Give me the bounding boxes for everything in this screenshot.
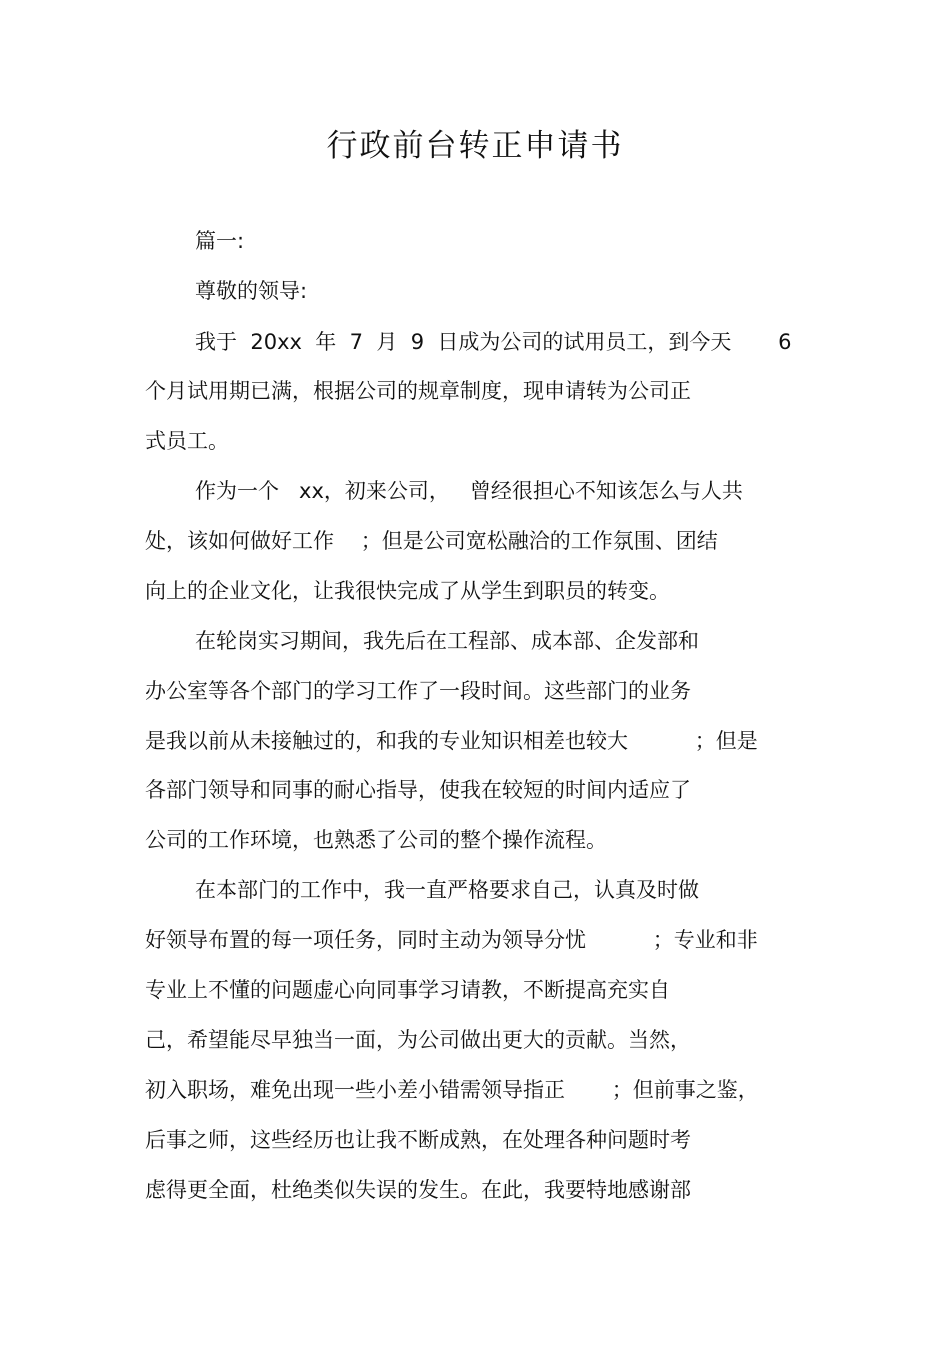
paragraph-line: 个月试用期已满，根据公司的规章制度，现申请转为公司正 — [145, 379, 691, 403]
salutation: 尊敬的领导: — [195, 279, 308, 303]
paragraph-line: 专业上不懂的问题虚心向同事学习请教，不断提高充实自 — [145, 978, 670, 1002]
paragraph-line: 我于 20xx 年 7 月 9 日成为公司的试用员工，到今天 6 — [195, 330, 792, 354]
paragraph-line: 虑得更全面，杜绝类似失误的发生。在此，我要特地感谢部 — [145, 1178, 691, 1202]
paragraph-line: 己，希望能尽早独当一面，为公司做出更大的贡献。当然， — [145, 1028, 691, 1052]
paragraph-line: 向上的企业文化，让我很快完成了从学生到职员的转变。 — [145, 579, 670, 603]
paragraph-line: 作为一个 xx，初来公司， 曾经很担心不知该怎么与人共 — [195, 479, 743, 503]
paragraph-line: 后事之师，这些经历也让我不断成熟，在处理各种问题时考 — [145, 1128, 691, 1152]
section-heading: 篇一: — [195, 229, 245, 253]
paragraph-line: 式员工。 — [145, 429, 229, 453]
paragraph-line: 好领导布置的每一项任务，同时主动为领导分忧 ；专业和非 — [145, 928, 758, 952]
paragraph-line: 在轮岗实习期间，我先后在工程部、成本部、企发部和 — [195, 629, 699, 653]
paragraph-line: 公司的工作环境，也熟悉了公司的整个操作流程。 — [145, 828, 607, 852]
paragraph-line: 在本部门的工作中，我一直严格要求自己，认真及时做 — [195, 878, 699, 902]
document-title: 行政前台转正申请书 — [326, 128, 624, 164]
paragraph-line: 各部门领导和同事的耐心指导，使我在较短的时间内适应了 — [145, 778, 691, 802]
paragraph-line: 处，该如何做好工作 ；但是公司宽松融洽的工作氛围、团结 — [145, 529, 718, 553]
paragraph-line: 初入职场，难免出现一些小差小错需领导指正 ；但前事之鉴， — [145, 1078, 759, 1102]
paragraph-line: 办公室等各个部门的学习工作了一段时间。这些部门的业务 — [145, 679, 691, 703]
paragraph-line: 是我以前从未接触过的，和我的专业知识相差也较大 ；但是 — [145, 729, 758, 753]
